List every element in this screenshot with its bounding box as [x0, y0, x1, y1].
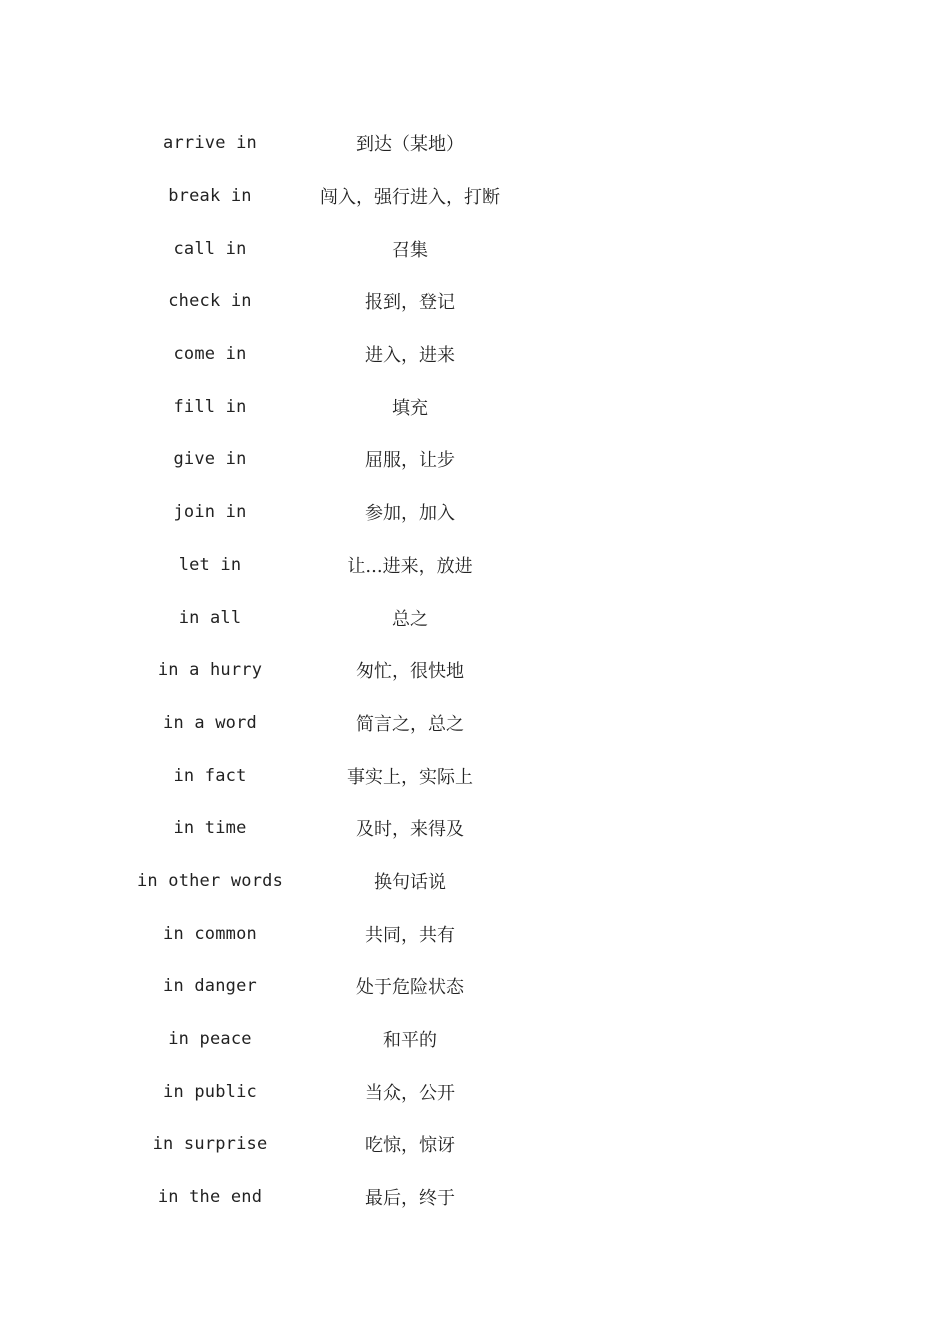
chinese-meaning: 到达（某地）	[356, 134, 464, 156]
phrase-row	[110, 802, 530, 855]
chinese-meaning: 闯入，强行进入，打断	[320, 187, 500, 209]
english-phrase: in other words	[136, 870, 284, 891]
phrase-row	[110, 1171, 530, 1224]
phrase-row	[110, 960, 530, 1013]
chinese-meaning: 事实上，实际上	[347, 766, 473, 788]
phrase-row	[110, 644, 530, 697]
english-phrase: give in	[173, 449, 247, 470]
english-phrase: in fact	[173, 765, 247, 786]
english-phrase: join in	[173, 502, 247, 523]
phrase-row	[110, 170, 530, 223]
chinese-meaning: 及时，来得及	[356, 819, 464, 841]
english-phrase: arrive in	[163, 133, 257, 154]
english-phrase: call in	[173, 238, 247, 259]
chinese-meaning: 参加，加入	[365, 503, 455, 525]
phrase-row	[110, 275, 530, 328]
phrase-row	[110, 222, 530, 275]
phrase-row	[110, 749, 530, 802]
english-phrase: in common	[163, 923, 257, 944]
chinese-meaning: 处于危险状态	[356, 977, 464, 999]
phrase-row	[110, 1013, 530, 1066]
chinese-meaning: 报到，登记	[365, 292, 455, 314]
phrase-row	[110, 1065, 530, 1118]
chinese-meaning: 换句话说	[374, 871, 446, 893]
phrase-list	[110, 117, 530, 1223]
chinese-meaning: 匆忙，很快地	[356, 661, 464, 683]
phrase-row	[110, 697, 530, 750]
chinese-meaning: 召集	[392, 239, 428, 261]
chinese-meaning: 填充	[392, 397, 428, 419]
english-phrase: in surprise	[152, 1134, 268, 1155]
chinese-meaning: 简言之，总之	[356, 713, 464, 735]
english-phrase: in time	[173, 818, 247, 839]
phrase-row	[110, 486, 530, 539]
english-phrase: in a word	[163, 712, 257, 733]
english-phrase: let in	[178, 554, 242, 575]
chinese-meaning: 当众，公开	[365, 1082, 455, 1104]
chinese-meaning: 进入，进来	[365, 345, 455, 367]
phrase-row	[110, 328, 530, 381]
phrase-row	[110, 591, 530, 644]
phrase-row	[110, 380, 530, 433]
chinese-meaning: 共同，共有	[365, 924, 455, 946]
english-phrase: fill in	[173, 396, 247, 417]
english-phrase: check in	[168, 291, 252, 312]
english-phrase: in all	[178, 607, 242, 628]
english-phrase: break in	[168, 186, 252, 207]
chinese-meaning: 和平的	[383, 1030, 437, 1052]
phrase-row	[110, 539, 530, 592]
phrase-row	[110, 433, 530, 486]
english-phrase: in peace	[168, 1029, 252, 1050]
chinese-meaning: 吃惊，惊讶	[365, 1135, 455, 1157]
chinese-meaning: 让...进来，放进	[347, 555, 473, 577]
chinese-meaning: 最后，终于	[365, 1188, 455, 1210]
english-phrase: in public	[163, 1081, 257, 1102]
chinese-meaning: 屈服，让步	[365, 450, 455, 472]
english-phrase: in a hurry	[157, 660, 263, 681]
phrase-row	[110, 1118, 530, 1171]
english-phrase: in danger	[163, 976, 257, 997]
phrase-row	[110, 855, 530, 908]
phrase-row	[110, 117, 530, 170]
english-phrase: in the end	[157, 1187, 263, 1208]
phrase-row	[110, 907, 530, 960]
chinese-meaning: 总之	[392, 608, 428, 630]
english-phrase: come in	[173, 344, 247, 365]
